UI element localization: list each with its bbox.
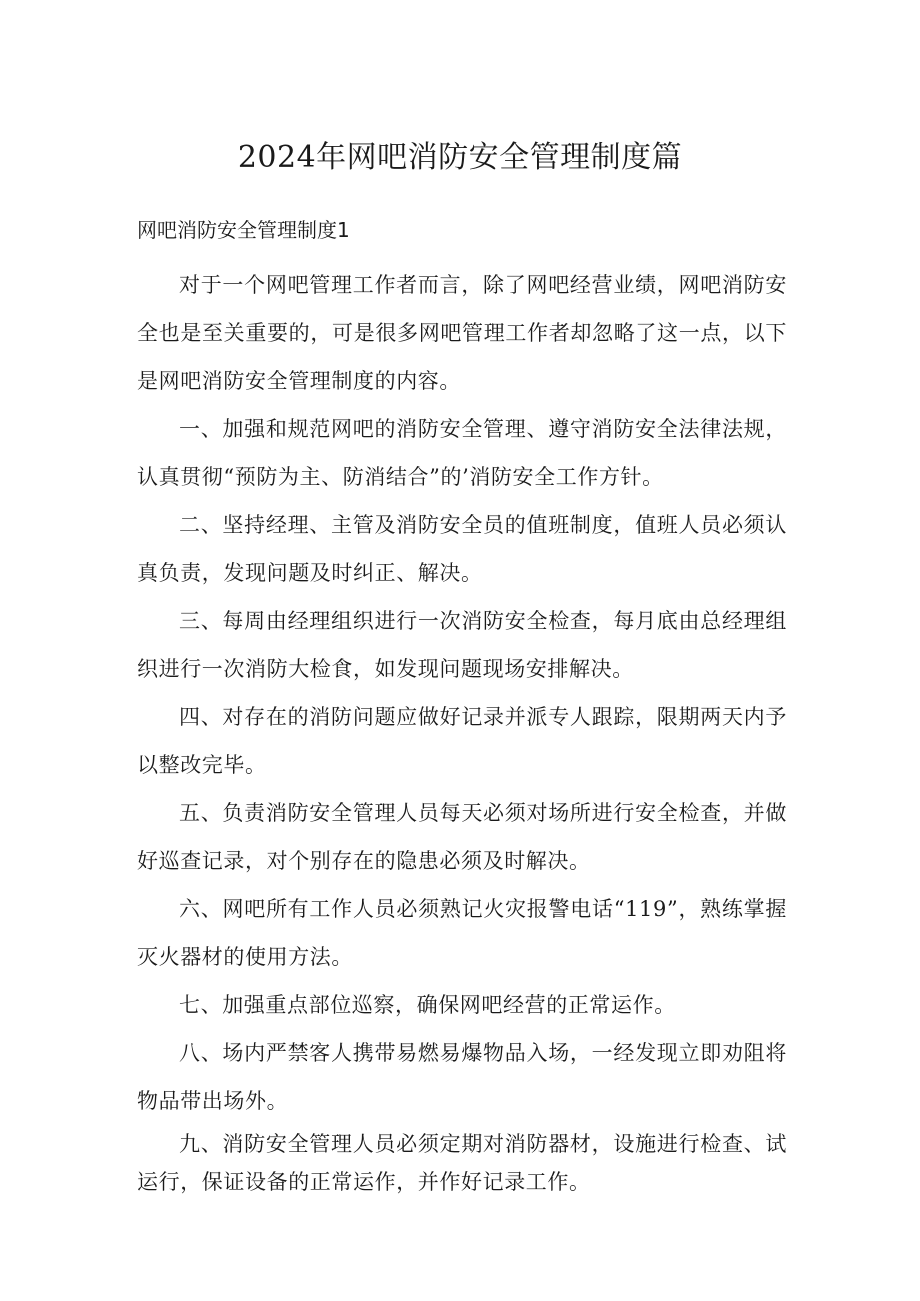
paragraph: 九、消防安全管理人员必须定期对消防器材，设施进行检查、试运行，保证设备的正常运作，并作好记录工作。 [137, 1132, 787, 1194]
paragraph: 六、网吧所有工作人员必须熟记火灾报警电话“119”，熟练掌握灭火器材的使用方法。 [137, 897, 787, 969]
paragraph: 八、场内严禁客人携带易燃易爆物品入场，一经发现立即劝阻将物品带出场外。 [137, 1041, 787, 1113]
paragraph: 一、加强和规范网吧的消防安全管理、遵守消防安全法律法规，认真贯彻“预防为主、防消结合”的’消防安全工作方针。 [137, 417, 787, 489]
document-title: 2024年网吧消防安全管理制度篇 [237, 140, 683, 175]
paragraph: 五、负责消防安全管理人员每天必须对场所进行安全检查，并做好巡查记录，对个别存在的隐患必须及时解决。 [137, 801, 787, 873]
document-body [137, 261, 787, 1201]
paragraph: 二、坚持经理、主管及消防安全员的值班制度，值班人员必须认真负责，发现问题及时纠正、解决。 [137, 513, 787, 585]
document-subtitle: 网吧消防安全管理制度1 [137, 218, 350, 242]
paragraph: 七、加强重点部位巡察，确保网吧经营的正常运作。 [179, 993, 676, 1017]
paragraph: 四、对存在的消防问题应做好记录并派专人跟踪，限期两天内予以整改完毕。 [137, 705, 787, 777]
paragraph: 对于一个网吧管理工作者而言，除了网吧经营业绩，网吧消防安全也是至关重要的，可是很多网吧管理工作者却忽略了这一点，以下是网吧消防安全管理制度的内容。 [137, 273, 787, 393]
paragraph: 三、每周由经理组织进行一次消防安全检查，每月底由总经理组织进行一次消防大检食，如发现问题现场安排解决。 [137, 609, 787, 681]
